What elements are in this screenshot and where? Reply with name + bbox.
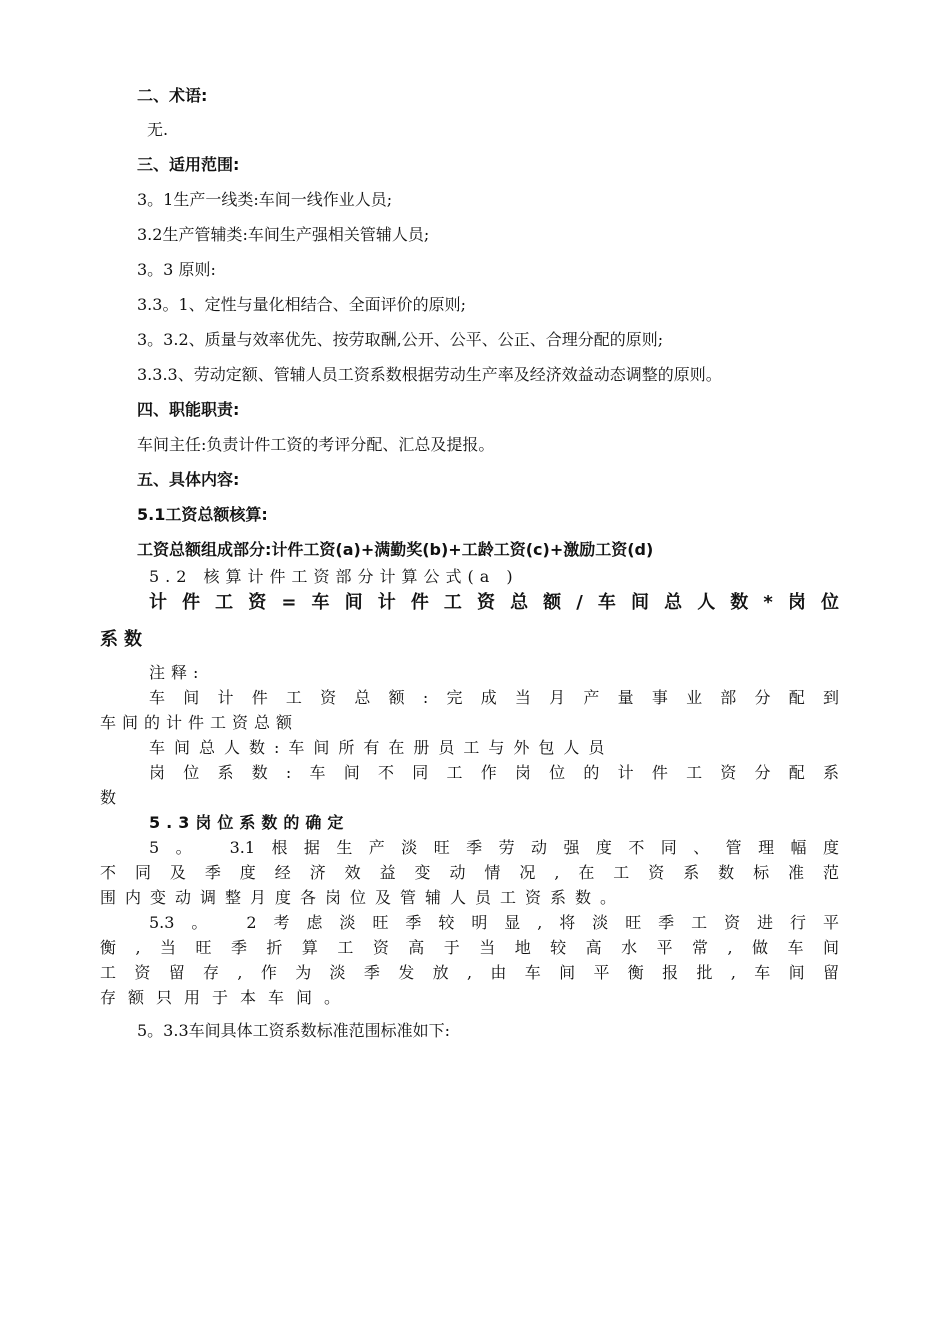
note-1-line-1: 车间计件工资总额:完成当月产量事业部分配到 — [149, 688, 839, 707]
section-5-heading: 五、具体内容: — [137, 470, 240, 489]
note-2: 车间总人数:车间所有在册员工与外包人员 — [149, 738, 614, 757]
clause-5-3-1-line-1: 5。 3.1根据生产淡旺季劳动强度不同、管理幅度 — [149, 838, 839, 857]
clause-3-1: 3。1生产一线类:车间一线作业人员; — [137, 190, 393, 209]
note-3-line-2: 数 — [100, 788, 117, 807]
section-2-heading: 二、术语: — [137, 86, 208, 105]
clause-5-3-2-line-2: 衡,当旺季折算工资高于当地较高水平常,做车间 — [100, 938, 839, 957]
section-5-2-formula-line-1: 计件工资=车间计件工资总额/车间总人数*岗位 — [149, 592, 839, 613]
section-3-heading: 三、适用范围: — [137, 155, 240, 174]
clause-3-3-1: 3.3。1、定性与量化相结合、全面评价的原则; — [137, 295, 467, 314]
note-label: 注释: — [149, 663, 205, 682]
note-1-line-2: 车间的计件工资总额 — [100, 713, 299, 732]
section-5-3-heading: 5.3岗位系数的确定 — [149, 813, 350, 832]
clause-5-3-2-line-3: 工资留存,作为淡季发放,由车间平衡报批,车间留 — [100, 963, 839, 982]
clause-5-3-2-line-1: 5.3。 2考虑淡旺季较明显,将淡旺季工资进行平 — [149, 913, 839, 932]
section-5-1-formula: 工资总额组成部分:计件工资(a)+满勤奖(b)+工龄工资(c)+激励工资(d) — [137, 540, 654, 559]
section-5-2-heading: 5.2 核算计件工资部分计算公式(a ) — [149, 567, 519, 586]
section-5-2-formula-line-2: 系数 — [100, 629, 148, 650]
clause-3-3: 3。3 原则: — [137, 260, 216, 279]
clause-5-3-3: 5。3.3车间具体工资系数标准范围标准如下: — [137, 1021, 451, 1040]
clause-3-2: 3.2生产管辅类:车间生产强相关管辅人员; — [137, 225, 430, 244]
clause-5-3-1-line-3: 围内变动调整月度各岗位及管辅人员工资系数。 — [100, 888, 626, 907]
section-2-body: 无. — [147, 120, 169, 139]
clause-5-3-2-line-4: 存额只用于本车间。 — [100, 988, 353, 1007]
clause-3-3-3: 3.3.3、劳动定额、管辅人员工资系数根据劳动生产率及经济效益动态调整的原则。 — [137, 365, 722, 384]
clause-5-3-1-line-2: 不同及季度经济效益变动情况,在工资系数标准范 — [100, 863, 839, 882]
note-3-line-1: 岗位系数:车间不同工作岗位的计件工资分配系 — [149, 763, 839, 782]
section-4-body: 车间主任:负责计件工资的考评分配、汇总及提报。 — [137, 435, 495, 454]
clause-3-3-2: 3。3.2、质量与效率优先、按劳取酬,公开、公平、公正、合理分配的原则; — [137, 330, 664, 349]
section-5-1-heading: 5.1工资总额核算: — [137, 505, 268, 524]
section-4-heading: 四、职能职责: — [137, 400, 240, 419]
